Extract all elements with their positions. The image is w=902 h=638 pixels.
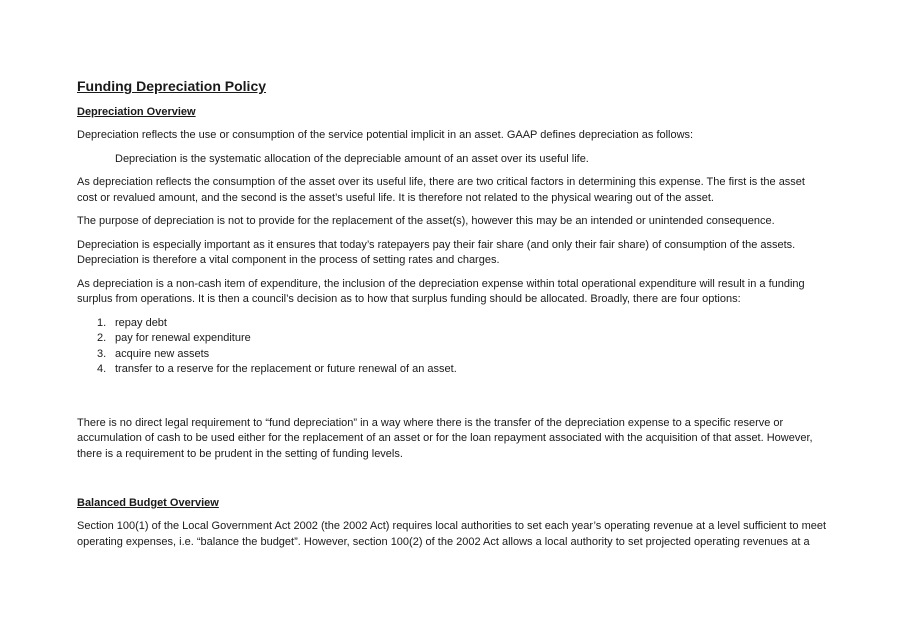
section-heading-balanced-budget-overview: Balanced Budget Overview <box>77 497 219 509</box>
list-item-number: 4. <box>97 363 107 375</box>
list-item-number: 3. <box>97 347 107 360</box>
list-item <box>77 362 827 378</box>
paragraph-depreciation-intro: Depreciation reflects the use or consumption of the service potential implicit in an asset. GAAP defines depreciation as follows: <box>77 129 694 141</box>
paragraph-legal-requirement: There is no direct legal requirement to “fund depreciation” in a way where there is the transfer of the depreciation expense to a specific reserve or accumulation of cash to be used either for the replacement of an asset or for the loan repayment associated with the acquisition of that asset. However, there is a requirement to be prudent in the setting of funding levels. <box>77 416 813 460</box>
document-page <box>77 76 827 558</box>
section-heading-depreciation-overview: Depreciation Overview <box>77 106 196 118</box>
list-item-text: transfer to a reserve for the replacement or future renewal of an asset. <box>115 363 457 375</box>
list-item-text: repay debt <box>115 316 167 329</box>
list-item <box>77 347 827 363</box>
list-item-text: acquire new assets <box>115 347 210 360</box>
paragraph-section-100: Section 100(1) of the Local Government Act 2002 (the 2002 Act) requires local authorities to set each year’s operating revenue at a level sufficient to meet operating expenses, i.e. “balance the budget”. However, section 100(2) of the 2002 Act allows a local authority to set projected operating revenues at a <box>77 520 827 548</box>
list-item-text: pay for renewal expenditure <box>115 332 251 344</box>
options-list <box>77 316 827 378</box>
list-item <box>77 316 827 332</box>
paragraph-non-cash-item: As depreciation is a non-cash item of expenditure, the inclusion of the depreciation expense within total operational expenditure will result in a funding surplus from operations. It is then a council’s decision as to how that surplus funding should be allocated. Broadly, there are four options: <box>77 277 805 305</box>
list-item <box>77 331 827 347</box>
list-item-number: 2. <box>97 332 107 344</box>
paragraph-importance: Depreciation is especially important as it ensures that today’s ratepayers pay their fair share (and only their fair share) of consumption of the assets. Depreciation is therefore a vital component in the process of setting rates and charges. <box>77 238 796 266</box>
list-item-number: 1. <box>97 316 107 329</box>
quote-gaap-definition: Depreciation is the systematic allocation of the depreciable amount of an asset over its useful life. <box>115 152 589 165</box>
paragraph-critical-factors: As depreciation reflects the consumption of the asset over its useful life, there are two critical factors in determining this expense. The first is the asset cost or revalued amount, and the second is the asset’s useful life. It is therefore not related to the physical wearing out of the asset. <box>77 176 805 204</box>
paragraph-purpose: The purpose of depreciation is not to provide for the replacement of the asset(s), however this may be an intended or unintended consequence. <box>77 215 775 227</box>
document-title: Funding Depreciation Policy <box>77 78 267 94</box>
